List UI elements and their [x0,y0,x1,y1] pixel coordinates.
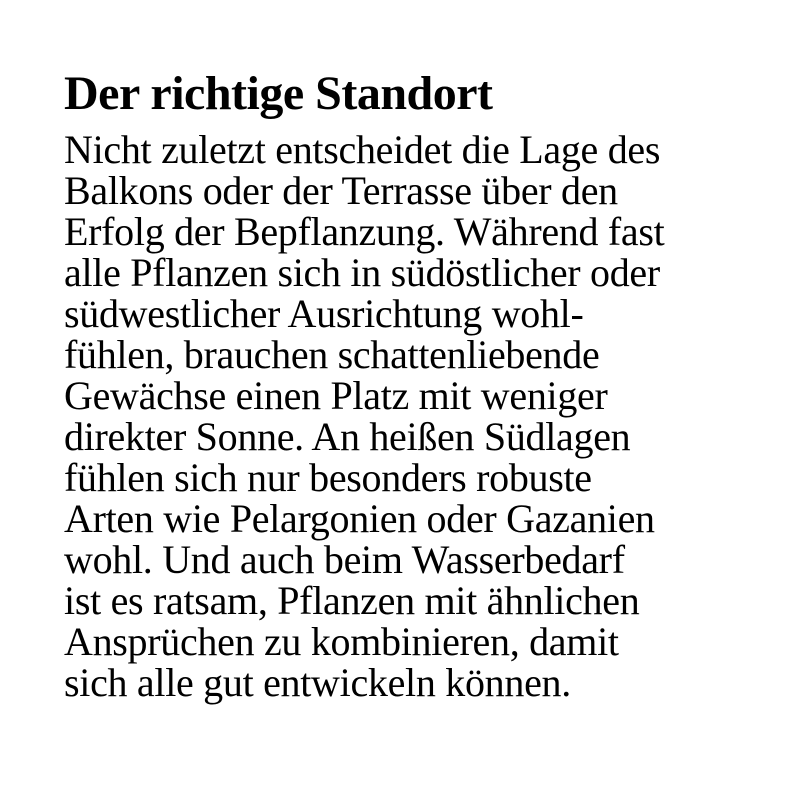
body-line: fühlen, brauchen schattenliebende [64,332,600,377]
body-line: Nicht zuletzt entscheidet die Lage des [64,127,661,172]
body-line: alle Pflanzen sich in südöstlicher oder [64,250,660,295]
article-title: Der richtige Standort [64,67,493,120]
body-line: Ansprüchen zu kombinieren, damit [64,619,619,664]
body-line: fühlen sich nur besonders robuste [64,455,592,500]
body-line: südwestlicher Ausrichtung wohl- [64,291,584,336]
body-line: Gewächse einen Platz mit weniger [64,373,608,418]
body-line: direkter Sonne. An heißen Südlagen [64,414,631,459]
body-line: wohl. Und auch beim Wasserbedarf [64,537,625,582]
body-line: sich alle gut entwickeln können. [64,660,571,705]
article-body [64,129,729,703]
body-line: Balkons oder der Terrasse über den [64,168,618,213]
body-line: Erfolg der Bepflanzung. Während fast [64,209,665,254]
body-line: Arten wie Pelargonien oder Gazanien [64,496,655,541]
body-line: ist es ratsam, Pflanzen mit ähnlichen [64,578,640,623]
